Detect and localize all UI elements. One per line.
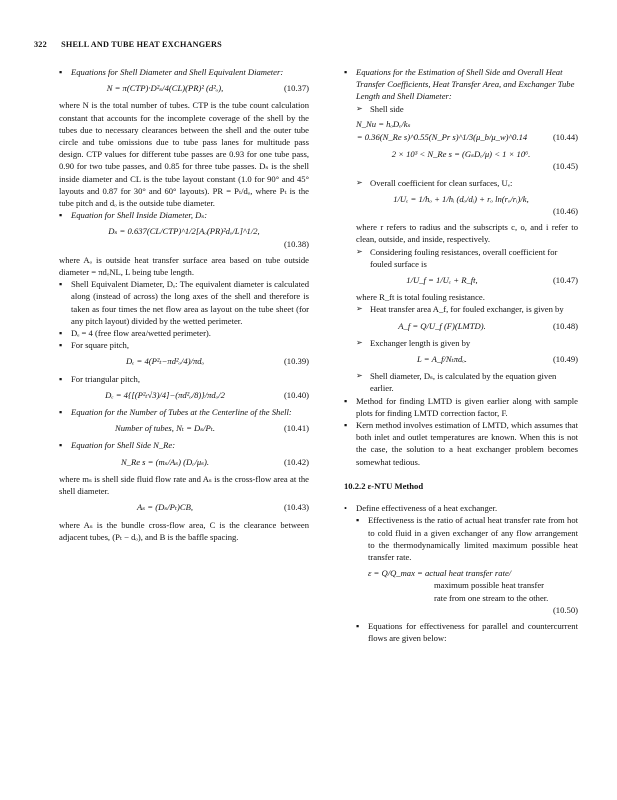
equation-text: L = A_f/Nₜπdₒ. [417,354,467,365]
bullet-title: Equations for Shell Diameter and Shell Equivalent Diameter: [71,67,284,77]
bullet-kern-method: ▪ Kern method involves estimation of LMTD, which assumes that both inlet and outlet temperatures are known. When this is not the case, the solution to a heat exchanger problem becomes somewhat tedious. [344,419,578,468]
bullet-title: Equation for the Number of Tubes at the Centerline of the Shell: [71,407,292,418]
equation-10-45 [344,148,578,160]
equation-text: A_f = Q/U_f (F)(LMTD). [398,320,486,331]
paragraph-flow-rate: where mₛ is shell side fluid flow rate and Aₛ is the cross-flow area at the shell diameter. [59,473,309,497]
right-column [344,66,578,644]
equation-number: (10.43) [283,502,309,513]
equation-text: N = π(CTP)·D²ₛ/4(CL)(PR)² (d²ₒ), [106,83,224,94]
section-heading: 10.2.2 ε-NTU Method [344,480,424,491]
equation-number-10-50: (10.50) [552,604,578,615]
bullet-title: Equation for Shell Side N_Re: [71,440,176,451]
equation-number: (10.40) [283,389,309,400]
arrow-fouling: ➢ Considering fouling resistances, overall coefficient for fouled surface is [356,246,578,270]
bullet-define-effectiveness: • Define effectiveness of a heat exchanger. [344,502,578,514]
equation-10-46 [344,193,578,205]
paragraph-tube-count: where N is the total number of tubes. CTP is the tube count calculation constant that accounts for the incomplete coverage of the shell by the tubes due to necessary clearances between the shell and the outer tube circle and tube omissions due to tube pass lanes for multitude pass design. CTP values for different tube passes are 0.93 for one tube pass, 0.90 for two tube passes, and 0.85 for three tube passes. Dₛ is the shell inside diameter and CL is the tube layout constant (1.0 for 90° and 45° layouts and 0.87 for 30° and 60° layouts). PR = Pₜ/dₒ, where Pₜ is the tube pitch and dₒ is the outside tube diameter. [59,100,309,209]
bullet-shell-inside-diameter [59,209,309,221]
equation-10-41 [59,422,309,434]
bullet-overall-coefficients [344,66,578,103]
equation-text: 1/U_f = 1/Uₑ + R_ft, [406,275,478,286]
equation-number: (10.47) [552,275,578,286]
paragraph-radius: where r refers to radius and the subscripts c, o, and i refer to clean, outside, and inside, respectively. [356,222,578,245]
bullet-title: Equations for the Estimation of Shell Side and Overall Heat Transfer Coefficients, Heat Transfer Area, and Exchanger Tube Length and Shell Diameter: [356,67,575,102]
equation-10-38 [59,225,309,237]
equation-10-50-line3: rate from one stream to the other. [434,592,549,603]
bullet-shell-diameter [59,66,309,78]
equation-number-10-46: (10.46) [552,206,578,217]
equation-number-10-45: (10.45) [552,161,578,172]
equation-text: Dₛ = 0.637(CL/CTP)^1/2[Aₒ(PR)²dₒ/L]^1/2, [108,226,260,237]
paragraph-bundle-area: where Aₛ is the bundle cross-flow area, C is the clearance between adjacent tubes, (Pₜ − dₒ), and B is the baffle spacing. [59,519,309,542]
left-column [59,66,309,543]
equation-10-42 [59,456,309,468]
equation-number-10-38: (10.38) [283,238,309,249]
equation-number: (10.37) [283,83,309,94]
running-header [34,40,222,49]
equation-10-48 [344,320,578,332]
paragraph-fouling-resistance: where R_ft is total fouling resistance. [356,292,485,303]
equation-10-43 [59,501,309,513]
arrow-exchanger-length: ➢ Exchanger length is given by [356,337,578,349]
equation-10-40 [59,389,309,401]
equation-10-44-line1: N_Nu = hₒDₑ/kₛ [356,118,411,129]
equation-10-39 [59,355,309,367]
bullet-shell-side-nre [59,439,309,451]
equation-10-47 [344,274,578,286]
equation-text: Number of tubes, Nₜ = Dₛ/Pₜ. [114,423,216,434]
equation-text: Aₛ = (Dₛ/Pₜ)CB, [137,502,193,513]
equation-number: (10.39) [283,356,309,367]
bullet-effectiveness-ratio: ▪ Effectiveness is the ratio of actual heat transfer rate from hot to cold fluid in a given exchanger of any flow arrangement to the thermodynamically limited maximum possible heat transfer rate. [356,514,578,563]
bullet-number-of-tubes [59,406,309,418]
bullet-equivalent-diameter: ▪ Shell Equivalent Diameter, Dₑ: The equivalent diameter is calculated along (instead of across) the long axes of the shell and therefore is taken as four times the net flow area as layout on the tube sheet (for any pitch layout) divided by the wetted perimeter. [59,278,309,327]
arrow-shell-diameter: ➢ Shell diameter, Dₛ, is calculated by the equation given earlier. [356,370,578,394]
bullet-de-definition: ▪ Dₑ = 4 (free flow area/wetted perimeter). [59,327,309,339]
equation-number: (10.48) [552,320,578,331]
equation-text: 2 × 10³ < N_Re s = (GₛDₑ/μ) < 1 × 10⁶. [391,149,531,160]
page-number: 322 [34,40,47,49]
equation-number: (10.42) [283,456,309,467]
equation-10-49 [344,353,578,365]
equation-10-44 [344,131,578,143]
equation-10-50-line2: maximum possible heat transfer [434,580,545,591]
equation-10-50-line1: ε = Q/Q_max = actual heat transfer rate/ [368,568,512,579]
bullet-effectiveness-equations: ▪ Equations for effectiveness for parallel and countercurrent flows are given below: [356,620,578,644]
paragraph-outside-area: where Aₒ is outside heat transfer surface area based on tube outside diameter = πdₒNL, L being tube length. [59,254,309,278]
equation-text: Dₑ = 4{[(P²ₜ√3)/4]−(πd²ₒ/8)}/πdₒ/2 [105,389,225,400]
arrow-heat-transfer-area: ➢ Heat transfer area A_f, for fouled exchanger, is given by [356,303,578,315]
bullet-triangular-pitch: ▪ For triangular pitch, [59,373,309,385]
equation-text: N_Re s = (mₛ/Aₛ) (Dₑ/μₛ). [120,456,210,467]
arrow-shell-side: ➢ Shell side [356,103,578,115]
running-title: SHELL AND TUBE HEAT EXCHANGERS [61,40,222,49]
equation-number: (10.41) [283,423,309,434]
equation-text: = 0.36(N_Re s)^0.55(N_Pr s)^1/3(μ_b/μ_w)^0.14 [356,132,528,143]
bullet-lmtd: ▪ Method for finding LMTD is given earlier along with sample plots for finding LMTD correction factor, F. [344,395,578,419]
equation-number: (10.49) [552,354,578,365]
equation-number: (10.44) [552,132,578,143]
arrow-overall-clean: ➢ Overall coefficient for clean surfaces, Uₑ: [356,177,578,189]
equation-text: 1/Uₑ = 1/hₒ + 1/hᵢ (dₒ/dᵢ) + rₒ ln(rₒ/rᵢ)/k, [393,193,529,204]
equation-10-37 [59,82,309,94]
bullet-square-pitch: ▪ For square pitch, [59,339,309,351]
bullet-title: Equation for Shell Inside Diameter, Dₛ: [71,210,208,221]
equation-text: Dₑ = 4(P²ₜ−πd²ₒ/4)/πdₒ [125,356,205,367]
